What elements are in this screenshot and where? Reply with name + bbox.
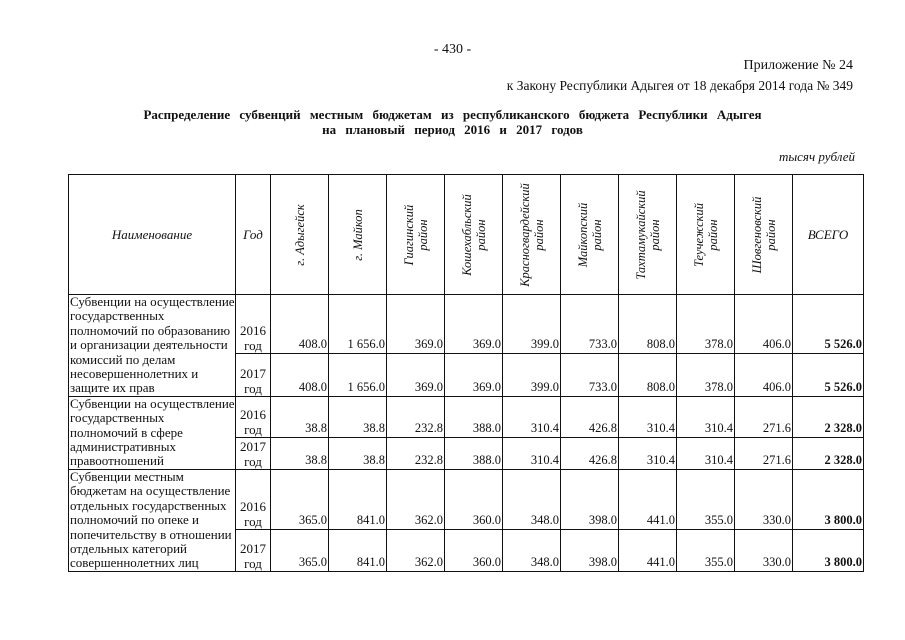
column-header-region [677, 175, 735, 295]
value-cell: 348.0 [503, 469, 561, 529]
value-cell: 38.8 [329, 396, 387, 437]
subvention-name: Субвенции местным бюджетам на осуществление отдельных государственных полномочий по опеке и попечительству в отношении отдельных категорий совершеннолетних лиц [69, 469, 236, 571]
value-cell: 399.0 [503, 353, 561, 396]
value-cell: 808.0 [619, 295, 677, 354]
table-header-row [69, 175, 864, 295]
value-cell: 733.0 [561, 353, 619, 396]
value-cell: 369.0 [445, 295, 503, 354]
value-cell: 310.4 [503, 437, 561, 469]
value-cell: 38.8 [271, 437, 329, 469]
subvention-name: Субвенции на осуществление государственных полномочий в сфере административных правоотношений [70, 395, 235, 469]
region-label: Красногвардейский район [517, 182, 546, 287]
value-cell: 378.0 [677, 353, 735, 396]
table-row [69, 295, 864, 354]
table-row [69, 469, 864, 529]
total-cell: 2 328.0 [793, 396, 864, 437]
column-header-year: Год [236, 175, 271, 295]
column-header-region [503, 175, 561, 295]
value-cell: 38.8 [329, 437, 387, 469]
column-header-region [271, 175, 329, 295]
annex-number: Приложение № 24 [743, 58, 853, 73]
value-cell: 232.8 [387, 396, 445, 437]
year-cell: 2017 год [236, 530, 271, 572]
value-cell: 365.0 [271, 530, 329, 572]
value-cell: 841.0 [329, 530, 387, 572]
table-row [69, 396, 864, 437]
value-cell: 310.4 [619, 437, 677, 469]
value-cell: 310.4 [619, 396, 677, 437]
region-label: г. Майкоп [350, 208, 365, 261]
value-cell: 330.0 [735, 530, 793, 572]
value-cell: 271.6 [735, 396, 793, 437]
value-cell: 330.0 [735, 469, 793, 529]
year-cell: 2017 год [236, 353, 271, 396]
total-cell: 5 526.0 [793, 295, 864, 354]
total-cell: 3 800.0 [793, 469, 864, 529]
column-header-region [619, 175, 677, 295]
value-cell: 388.0 [445, 437, 503, 469]
value-cell: 841.0 [329, 469, 387, 529]
region-label: Теучежский район [691, 202, 720, 267]
subvention-name: Субвенции на осуществление государственных полномочий по образованию и организации деятельности комиссий по делам несовершеннолетних и защите их прав [70, 294, 235, 396]
total-cell: 5 526.0 [793, 353, 864, 396]
region-label: Тахтамукайский район [633, 189, 662, 280]
value-cell: 426.8 [561, 396, 619, 437]
value-cell: 38.8 [271, 396, 329, 437]
column-header-region [329, 175, 387, 295]
value-cell: 365.0 [271, 469, 329, 529]
value-cell: 362.0 [387, 530, 445, 572]
value-cell: 310.4 [503, 396, 561, 437]
units-label: тысяч рублей [778, 149, 855, 164]
value-cell: 232.8 [387, 437, 445, 469]
year-cell: 2016 год [236, 396, 271, 437]
region-label: Майкопский район [575, 202, 604, 267]
document-title-line1: Распределение субвенций местным бюджетам из республиканского бюджета Республики Адыгея [143, 107, 762, 122]
column-header-total: ВСЕГО [793, 175, 864, 295]
value-cell: 355.0 [677, 469, 735, 529]
value-cell: 1 656.0 [329, 353, 387, 396]
value-cell: 369.0 [445, 353, 503, 396]
value-cell: 310.4 [677, 437, 735, 469]
value-cell: 378.0 [677, 295, 735, 354]
value-cell: 426.8 [561, 437, 619, 469]
total-cell: 3 800.0 [793, 530, 864, 572]
region-label: Кошехабльский район [459, 193, 488, 276]
value-cell: 441.0 [619, 530, 677, 572]
year-cell: 2016 год [236, 469, 271, 529]
value-cell: 733.0 [561, 295, 619, 354]
value-cell: 406.0 [735, 295, 793, 354]
value-cell: 360.0 [445, 530, 503, 572]
value-cell: 362.0 [387, 469, 445, 529]
year-cell: 2017 год [236, 437, 271, 469]
page-number: - 430 - [433, 42, 472, 57]
value-cell: 399.0 [503, 295, 561, 354]
value-cell: 398.0 [561, 469, 619, 529]
column-header-region [735, 175, 793, 295]
value-cell: 369.0 [387, 353, 445, 396]
value-cell: 1 656.0 [329, 295, 387, 354]
region-label: Гиагинский район [401, 204, 430, 265]
value-cell: 388.0 [445, 396, 503, 437]
value-cell: 360.0 [445, 469, 503, 529]
column-header-region [387, 175, 445, 295]
value-cell: 271.6 [735, 437, 793, 469]
value-cell: 369.0 [387, 295, 445, 354]
value-cell: 808.0 [619, 353, 677, 396]
document-title-line2: на плановый период 2016 и 2017 годов [322, 122, 583, 137]
value-cell: 355.0 [677, 530, 735, 572]
year-cell: 2016 год [236, 295, 271, 354]
value-cell: 310.4 [677, 396, 735, 437]
value-cell: 398.0 [561, 530, 619, 572]
column-header-region [561, 175, 619, 295]
value-cell: 406.0 [735, 353, 793, 396]
annex-law-reference: к Закону Республики Адыгея от 18 декабря 2014 года № 349 [506, 78, 853, 93]
region-label: Шовгеновский район [749, 196, 778, 273]
column-header-region [445, 175, 503, 295]
value-cell: 408.0 [271, 295, 329, 354]
region-label: г. Адыгейск [292, 203, 307, 266]
value-cell: 348.0 [503, 530, 561, 572]
value-cell: 408.0 [271, 353, 329, 396]
value-cell: 441.0 [619, 469, 677, 529]
column-header-name: Наименование [69, 175, 236, 295]
total-cell: 2 328.0 [793, 437, 864, 469]
subventions-table [68, 174, 864, 572]
